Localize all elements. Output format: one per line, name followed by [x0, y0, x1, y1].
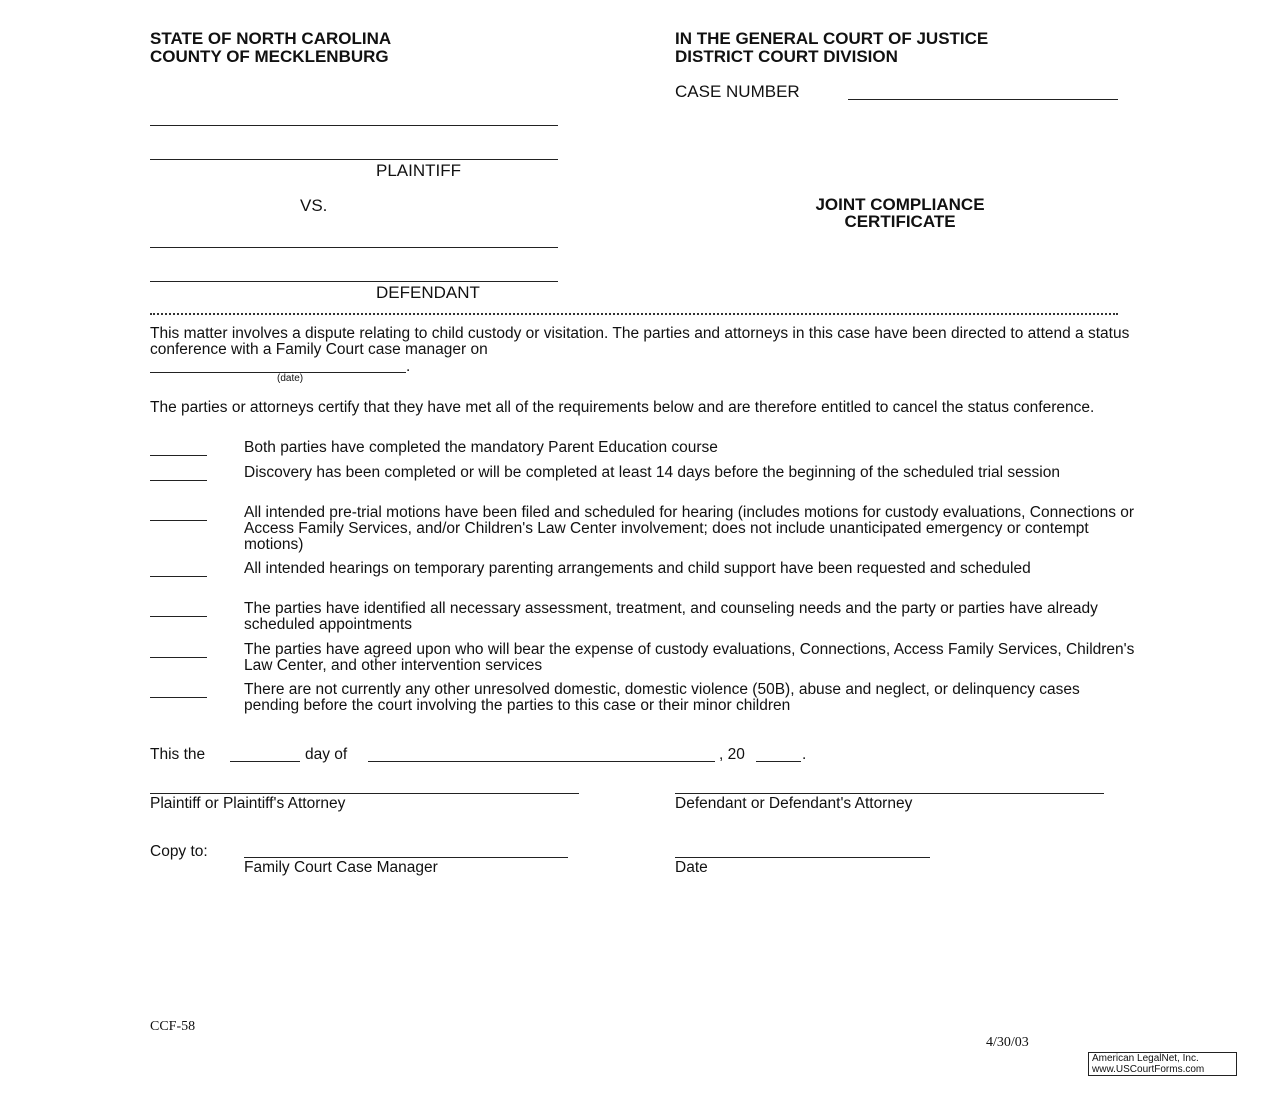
publisher-name: American LegalNet, Inc.	[1092, 1053, 1199, 1064]
requirement-6-text: The parties have agreed upon who will bear the expense of custody evaluations, Connections, Access Family Services, Children's Law Center, and other intervention services	[244, 641, 1135, 674]
defendant-name-line-2[interactable]	[150, 281, 558, 282]
date-caption: (date)	[277, 373, 304, 384]
date-line-day-of: day of	[305, 746, 348, 763]
defendant-label: DEFENDANT	[376, 283, 480, 302]
state-heading: STATE OF NORTH CAROLINA	[150, 29, 392, 48]
case-manager-label: Family Court Case Manager	[244, 859, 438, 876]
publisher-url[interactable]: www.USCourtForms.com	[1092, 1064, 1205, 1075]
plaintiff-name-line-2[interactable]	[150, 159, 558, 160]
requirement-7-checkbox[interactable]	[150, 697, 207, 698]
copy-date-label: Date	[675, 859, 708, 876]
publisher-stamp	[1088, 1052, 1237, 1076]
requirement-4-text: All intended hearings on temporary parenting arrangements and child support have been requested and scheduled	[244, 560, 1031, 577]
requirement-3-checkbox[interactable]	[150, 520, 207, 521]
date-line-period: .	[802, 746, 807, 763]
defendant-name-line-1[interactable]	[150, 247, 558, 248]
requirement-2-text: Discovery has been completed or will be completed at least 14 days before the beginning of the scheduled trial session	[244, 464, 1060, 481]
requirement-1-text: Both parties have completed the mandatory Parent Education course	[244, 439, 718, 456]
dotted-divider	[150, 313, 1118, 315]
form-id: CCF-58	[150, 1019, 196, 1034]
form-revision-date: 4/30/03	[986, 1035, 1029, 1050]
date-line-this-the: This the	[150, 746, 206, 763]
requirement-7-text: There are not currently any other unresolved domestic, domestic violence (50B), abuse and neglect, or delinquency cases pending before the court involving the parties to this case or their minor children	[244, 681, 1080, 714]
year-field[interactable]	[756, 761, 801, 762]
date-line-year-prefix: , 20	[719, 746, 745, 763]
copy-date-line[interactable]	[675, 857, 930, 858]
plaintiff-signature-line[interactable]	[150, 793, 579, 794]
division-heading: DISTRICT COURT DIVISION	[675, 47, 898, 66]
intro-paragraph: This matter involves a dispute relating to child custody or visitation. The parties and attorneys in this case have been directed to attend a status conference with a Family Court case manager on	[150, 325, 1130, 358]
day-field[interactable]	[230, 761, 300, 762]
defendant-signature-label: Defendant or Defendant's Attorney	[675, 795, 913, 812]
vs-label: VS.	[300, 196, 328, 215]
form-title-line-2: CERTIFICATE	[844, 212, 956, 231]
requirement-1-checkbox[interactable]	[150, 455, 207, 456]
case-number-field[interactable]	[848, 99, 1118, 100]
county-heading: COUNTY OF MECKLENBURG	[150, 47, 389, 66]
case-number-label: CASE NUMBER	[675, 82, 800, 101]
plaintiff-label: PLAINTIFF	[376, 161, 462, 180]
defendant-signature-line[interactable]	[675, 793, 1104, 794]
copy-to-label: Copy to:	[150, 843, 208, 860]
requirement-2-checkbox[interactable]	[150, 480, 207, 481]
certify-paragraph: The parties or attorneys certify that they have met all of the requirements below and are therefore entitled to cancel the status conference.	[150, 399, 1095, 416]
court-heading: IN THE GENERAL COURT OF JUSTICE	[675, 29, 989, 48]
case-manager-signature-line[interactable]	[244, 857, 568, 858]
intro-period: .	[406, 358, 411, 375]
plaintiff-name-line-1[interactable]	[150, 125, 558, 126]
requirement-4-checkbox[interactable]	[150, 576, 207, 577]
requirement-5-text: The parties have identified all necessary assessment, treatment, and counseling needs and the party or parties have already scheduled appointments	[244, 600, 1098, 633]
requirement-5-checkbox[interactable]	[150, 616, 207, 617]
month-field[interactable]	[368, 761, 715, 762]
requirement-3-text: All intended pre-trial motions have been filed and scheduled for hearing (includes motions for custody evaluations, Connections or Access Family Services, and/or Children's Law Center involvement; does not include unanticipated emergency or contempt motions)	[244, 504, 1135, 553]
form-title-line-1: JOINT COMPLIANCE	[815, 195, 985, 214]
plaintiff-signature-label: Plaintiff or Plaintiff's Attorney	[150, 795, 346, 812]
requirement-6-checkbox[interactable]	[150, 657, 207, 658]
